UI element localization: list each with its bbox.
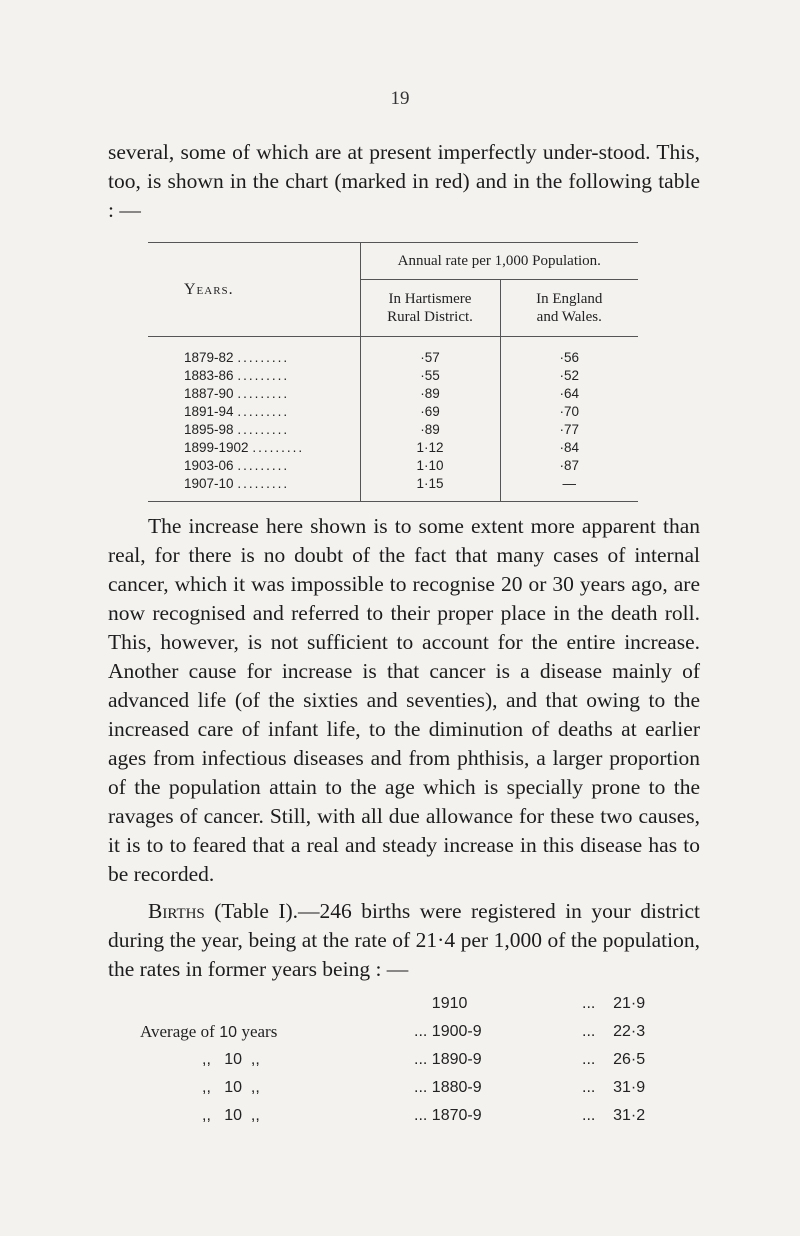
england-rate: ·70 bbox=[500, 403, 638, 421]
ditto-mark: ,, bbox=[202, 1107, 211, 1124]
annual-rate-header: Annual rate per 1,000 Population. bbox=[360, 243, 638, 280]
row-years: 1899-1902 bbox=[184, 440, 249, 455]
page-number: 19 bbox=[390, 88, 410, 109]
list-item bbox=[140, 1074, 700, 1102]
cancer-rate-table bbox=[148, 242, 638, 502]
years-column-header: Years. bbox=[148, 243, 360, 337]
births-text: (Table I).—246 births were registered in your district during the year, being at the rate of 21·4 per 1,000 of the population, the rates in former years being : — bbox=[108, 899, 700, 981]
table-row bbox=[148, 367, 638, 385]
ellipsis: ... bbox=[414, 1051, 428, 1068]
table-row bbox=[148, 475, 638, 502]
table-row bbox=[148, 337, 638, 368]
hartismere-rate: ·55 bbox=[360, 367, 500, 385]
period-count: 10 bbox=[224, 1107, 243, 1124]
hartismere-rate: ·69 bbox=[360, 403, 500, 421]
hartismere-rate: ·89 bbox=[360, 421, 500, 439]
births-paragraph bbox=[108, 897, 700, 984]
row-years: 1895-98 bbox=[184, 422, 234, 437]
england-rate: ·84 bbox=[500, 439, 638, 457]
row-years: 1891-94 bbox=[184, 404, 234, 419]
average-label: Average of bbox=[140, 1022, 215, 1041]
england-rate: ·56 bbox=[500, 337, 638, 368]
ditto-mark: ,, bbox=[202, 1051, 211, 1068]
row-years: 1879-82 bbox=[184, 350, 234, 365]
england-column-header bbox=[500, 280, 638, 337]
table-row bbox=[148, 457, 638, 475]
ditto-mark: ,, bbox=[250, 1107, 260, 1124]
ellipsis: ... bbox=[582, 1079, 596, 1096]
ditto-mark: ,, bbox=[250, 1051, 260, 1068]
hartismere-rate: ·57 bbox=[360, 337, 500, 368]
dot-leader: ......... bbox=[237, 422, 290, 437]
dot-leader: ......... bbox=[237, 404, 290, 419]
hartismere-rate: ·89 bbox=[360, 385, 500, 403]
dot-leader: ......... bbox=[237, 350, 290, 365]
row-years: 1907-10 bbox=[184, 476, 234, 491]
birth-rates-list bbox=[140, 990, 700, 1130]
average-period: 1900-9 bbox=[431, 1023, 482, 1040]
hartismere-rate: 1·12 bbox=[360, 439, 500, 457]
ellipsis: ... bbox=[582, 1051, 596, 1068]
list-item bbox=[140, 1046, 700, 1074]
table-row bbox=[148, 439, 638, 457]
england-header-line1: In England bbox=[536, 291, 603, 307]
england-rate: ·77 bbox=[500, 421, 638, 439]
average-rate: 22·3 bbox=[613, 1023, 646, 1040]
hartismere-rate: 1·10 bbox=[360, 457, 500, 475]
average-period: 1870-9 bbox=[431, 1107, 482, 1124]
ellipsis: ... bbox=[582, 1023, 596, 1040]
period-count: 10 bbox=[219, 1024, 237, 1041]
table-row bbox=[148, 421, 638, 439]
ditto-mark: ,, bbox=[202, 1079, 211, 1096]
hartismere-header-line1: In Hartismere bbox=[388, 291, 472, 307]
dot-leader: ......... bbox=[237, 476, 290, 491]
england-rate: ·52 bbox=[500, 367, 638, 385]
average-rate: 31·9 bbox=[613, 1079, 646, 1096]
england-rate: ·87 bbox=[500, 457, 638, 475]
ellipsis: ... bbox=[414, 1023, 428, 1040]
table-row bbox=[148, 385, 638, 403]
row-years: 1887-90 bbox=[184, 386, 234, 401]
ellipsis: ... bbox=[582, 1107, 596, 1124]
england-rate: ·64 bbox=[500, 385, 638, 403]
list-item bbox=[140, 990, 700, 1018]
dot-leader: ......... bbox=[237, 458, 290, 473]
table-row bbox=[148, 403, 638, 421]
dot-leader: ......... bbox=[252, 440, 305, 455]
average-period: 1880-9 bbox=[431, 1079, 482, 1096]
current-rate: 21·9 bbox=[613, 995, 646, 1012]
intro-paragraph: several, some of which are at present imperfectly under-stood. This, too, is shown in the chart (marked in red) and in the following table : — bbox=[108, 140, 700, 222]
current-year: 1910 bbox=[431, 995, 468, 1012]
dot-leader: ......... bbox=[237, 368, 290, 383]
births-heading: Births bbox=[148, 899, 205, 923]
average-rate: 26·5 bbox=[613, 1051, 646, 1068]
hartismere-header-line2: Rural District. bbox=[387, 309, 473, 325]
ellipsis: ... bbox=[414, 1079, 428, 1096]
period-count: 10 bbox=[224, 1079, 243, 1096]
list-item bbox=[140, 1018, 700, 1046]
england-rate: — bbox=[500, 475, 638, 502]
row-years: 1883-86 bbox=[184, 368, 234, 383]
ellipsis: ... bbox=[582, 995, 596, 1012]
row-years: 1903-06 bbox=[184, 458, 234, 473]
hartismere-column-header bbox=[360, 280, 500, 337]
dot-leader: ......... bbox=[237, 386, 290, 401]
average-rate: 31·2 bbox=[613, 1107, 646, 1124]
period-count: 10 bbox=[224, 1051, 243, 1068]
years-word: years bbox=[241, 1022, 278, 1041]
hartismere-rate: 1·15 bbox=[360, 475, 500, 502]
cancer-discussion-paragraph: The increase here shown is to some extent more apparent than real, for there is no doubt of the fact that many cases of internal cancer, which it was impossible to recognise 20 or 30 years ago, are now recognised and referred to their proper place in the death roll. This, however, is not sufficient to account for the entire increase. Another cause for increase is that cancer is a disease mainly of advanced life (of the sixties and seventies), and that owing to the increased care of infant life, to the diminution of deaths at earlier ages from infectious diseases and from phthisis, a larger proportion of the population attain to the age which is specially prone to the ravages of cancer. Still, with all due allowance for these two causes, it is to to feared that a real and steady increase in this disease has to be recorded. bbox=[108, 514, 700, 886]
average-period: 1890-9 bbox=[431, 1051, 482, 1068]
list-item bbox=[140, 1102, 700, 1130]
ellipsis: ... bbox=[414, 1107, 428, 1124]
england-header-line2: and Wales. bbox=[536, 309, 602, 325]
ditto-mark: ,, bbox=[250, 1079, 260, 1096]
